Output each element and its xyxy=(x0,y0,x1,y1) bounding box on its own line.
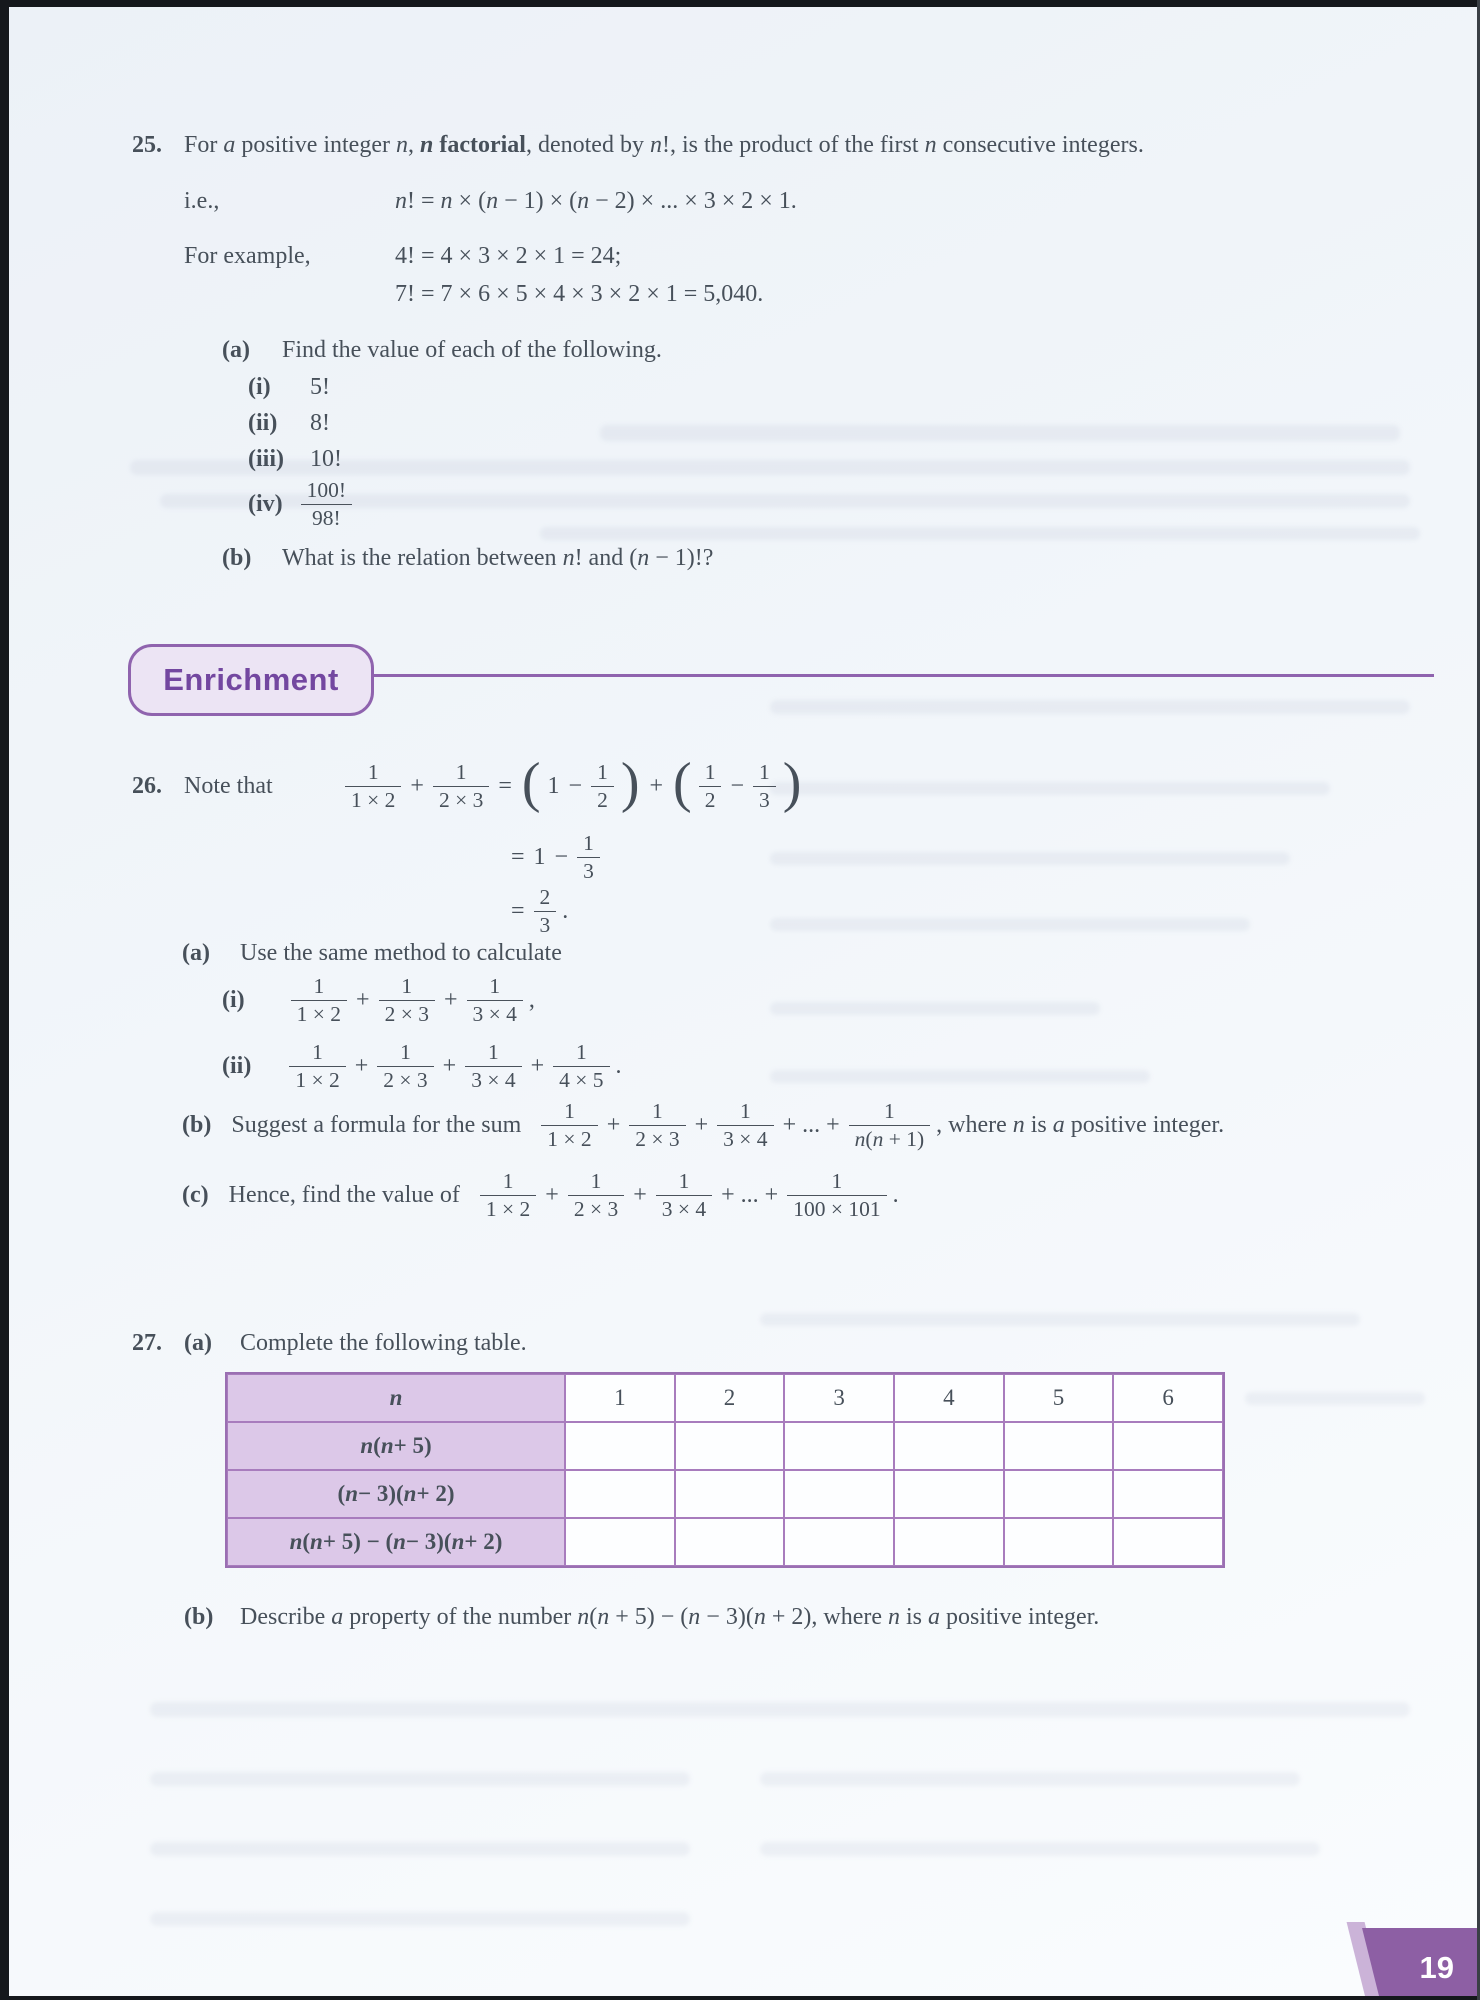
q25-example-2: 7! = 7 × 6 × 5 × 4 × 3 × 2 × 1 = 5,040. xyxy=(395,281,764,307)
bleedthrough-artifact xyxy=(150,1912,690,1926)
fraction-1-3x4: $\frac{1}{3 \times 4}$ xyxy=(465,1039,521,1092)
q26-item-i-label: (i) xyxy=(222,986,245,1013)
fraction-1-3: $\frac{1}{3}$ xyxy=(577,830,600,883)
bleedthrough-artifact xyxy=(770,1002,1100,1015)
q25-ie-label: i.e., xyxy=(184,188,220,214)
table-col-header: 2 xyxy=(675,1374,785,1422)
enrichment-rule xyxy=(366,674,1434,677)
page-number: 19 xyxy=(1419,1950,1454,1985)
q26-part-b-label: (b) xyxy=(182,1111,212,1138)
fraction-1-4x5: $\frac{1}{4 \times 5}$ xyxy=(553,1039,609,1092)
q25-part-a-label: (a) xyxy=(222,337,250,363)
ellipsis-terms: + ... + xyxy=(782,1111,840,1138)
scan-edge-top xyxy=(0,0,1480,7)
ellipsis-terms: + ... + xyxy=(721,1181,779,1208)
q25-item-i-value: 5! xyxy=(310,374,330,400)
q25-item-iii-value: 10! xyxy=(310,446,342,472)
minus-sign: − xyxy=(568,772,583,799)
fraction-1-2x3: $\frac{1}{2 \times 3}$ xyxy=(379,973,435,1026)
period: . xyxy=(615,1052,622,1079)
fraction-1-2x3: $\frac{1}{2 \times 3}$ xyxy=(568,1168,624,1221)
table-cell-empty xyxy=(1113,1422,1223,1470)
table-col-header: 4 xyxy=(894,1374,1004,1422)
equals-sign: = xyxy=(498,772,512,799)
enrichment-label: Enrichment xyxy=(163,662,339,697)
q26-part-a-label: (a) xyxy=(182,940,210,966)
plus-sign: + xyxy=(649,772,664,799)
bleedthrough-artifact xyxy=(1245,1392,1425,1405)
table-cell-empty xyxy=(1004,1422,1114,1470)
bleedthrough-artifact xyxy=(760,1842,1320,1856)
table-cell-empty xyxy=(784,1518,894,1566)
comma: , xyxy=(528,986,535,1013)
q26-part-c-pre: Hence, find the value of xyxy=(228,1181,460,1208)
table-row-label: ( n − 3)( n + 2) xyxy=(227,1470,565,1518)
table-cell-empty xyxy=(894,1518,1004,1566)
table-col-header: 1 xyxy=(565,1374,675,1422)
q26-item-ii-label: (ii) xyxy=(222,1052,252,1079)
fraction-1-100x101: $\frac{1}{100 \times 101}$ xyxy=(787,1168,886,1221)
q25-intro-pre: For a positive integer n, xyxy=(184,132,420,158)
table-cell-empty xyxy=(784,1470,894,1518)
plus-sign: + xyxy=(694,1111,709,1138)
fraction-1-2x3: $\frac{1}{2 \times 3}$ xyxy=(433,759,489,812)
fraction-2-3: $\frac{2}{3}$ xyxy=(534,884,557,937)
q26-note-label: Note that xyxy=(184,772,273,799)
q26-part-b-pre: Suggest a formula for the sum xyxy=(231,1111,522,1138)
fraction-1-1x2: $\frac{1}{1 \times 2}$ xyxy=(541,1098,597,1151)
q27-number: 27. xyxy=(132,1330,162,1356)
q27-part-b-text: Describe a property of the number n(n + 5) − (n − 3)(n + 2), where n is a positive integer. xyxy=(240,1604,1100,1630)
q26-part-c-label: (c) xyxy=(182,1181,209,1208)
table-corner-cell: n xyxy=(227,1374,565,1422)
minus-sign: − xyxy=(554,843,569,870)
fraction-100-98: $\frac{100!}{98!}$ xyxy=(301,477,352,530)
q25-part-b-label: (b) xyxy=(222,545,252,571)
table-cell-empty xyxy=(1004,1518,1114,1566)
table-cell-empty xyxy=(675,1422,785,1470)
plus-sign: + xyxy=(356,986,370,1013)
q26-part-b-post: , where n is a positive integer. xyxy=(936,1111,1225,1138)
q25-item-ii-value: 8! xyxy=(310,410,330,436)
bleedthrough-artifact xyxy=(770,852,1290,865)
fraction-1-1x2: $\frac{1}{1 \times 2}$ xyxy=(289,1039,345,1092)
fraction-1-1x2: $\frac{1}{1 \times 2}$ xyxy=(345,759,401,812)
scan-edge-left xyxy=(0,0,9,2000)
equals-sign: = xyxy=(511,843,525,870)
q27-part-b-label: (b) xyxy=(184,1604,214,1630)
fraction-1-2x3: $\frac{1}{2 \times 3}$ xyxy=(377,1039,433,1092)
q26-part-c xyxy=(182,1157,899,1233)
q25-number: 25. xyxy=(132,132,162,158)
q25-example-1: 4! = 4 × 3 × 2 × 1 = 24; xyxy=(395,243,622,269)
plus-sign: + xyxy=(545,1181,559,1208)
q25-item-iii-label: (iii) xyxy=(248,446,284,472)
one: 1 xyxy=(547,772,560,799)
table-cell-empty xyxy=(784,1422,894,1470)
q26-part-b xyxy=(182,1087,1224,1163)
q25-part-b-text: What is the relation between n! and (n − 1)!? xyxy=(282,545,714,571)
table-col-header: 3 xyxy=(784,1374,894,1422)
q25-intro-bold: n factorial xyxy=(419,132,526,158)
fraction-1-2: $\frac{1}{2}$ xyxy=(591,759,614,812)
fraction-1-3: $\frac{1}{3}$ xyxy=(753,759,776,812)
table-cell-empty xyxy=(565,1518,675,1566)
plus-sign: + xyxy=(354,1052,369,1079)
fraction-1-1x2: $\frac{1}{1 \times 2}$ xyxy=(480,1168,536,1221)
q25-part-a-text: Find the value of each of the following. xyxy=(282,337,662,363)
plus-sign: + xyxy=(530,1052,545,1079)
q25-item-i-label: (i) xyxy=(248,374,271,400)
plus-sign: + xyxy=(442,1052,457,1079)
q26-note-equation-line3 xyxy=(508,878,568,944)
bleedthrough-artifact xyxy=(760,1313,1360,1326)
q26-part-c-post: . xyxy=(892,1181,899,1208)
enrichment-banner xyxy=(128,644,374,716)
fraction-1-2: $\frac{1}{2}$ xyxy=(699,759,722,812)
table-cell-empty xyxy=(675,1518,785,1566)
q25-item-iv xyxy=(248,470,352,538)
q25-formula: n! = n × (n − 1) × (n − 2) × ... × 3 × 2 × 1. xyxy=(395,188,797,214)
bleedthrough-artifact xyxy=(150,1702,1410,1717)
plus-sign: + xyxy=(606,1111,621,1138)
bleedthrough-artifact xyxy=(770,1070,1150,1083)
q26-part-a-text: Use the same method to calculate xyxy=(240,940,562,966)
q25-intro-post: , denoted by n!, is the product of the first n consecutive integers. xyxy=(525,132,1144,158)
bleedthrough-artifact xyxy=(150,1842,690,1856)
plus-sign: + xyxy=(443,986,458,1013)
bleedthrough-artifact xyxy=(600,425,1400,441)
fraction-1-1x2: $\frac{1}{1 \times 2}$ xyxy=(291,973,347,1026)
q25-item-iv-label: (iv) xyxy=(248,490,283,517)
table-cell-empty xyxy=(1004,1470,1114,1518)
q27-table xyxy=(225,1372,1225,1568)
one: 1 xyxy=(533,843,546,870)
scan-edge-bottom xyxy=(0,1996,1480,2000)
bleedthrough-artifact xyxy=(770,700,1410,714)
bleedthrough-artifact xyxy=(150,1772,690,1786)
fraction-1-2x3: $\frac{1}{2 \times 3}$ xyxy=(629,1098,685,1151)
bleedthrough-artifact xyxy=(540,527,1420,540)
table-cell-empty xyxy=(894,1422,1004,1470)
table-cell-empty xyxy=(675,1470,785,1518)
q27-part-a-label: (a) xyxy=(184,1330,212,1356)
table-row-label: n ( n + 5) − ( n − 3)( n + 2) xyxy=(227,1518,565,1566)
table-col-header: 5 xyxy=(1004,1374,1114,1422)
bleedthrough-artifact xyxy=(760,1772,1300,1786)
table-cell-empty xyxy=(565,1422,675,1470)
minus-sign: − xyxy=(730,772,744,799)
q26-item-i xyxy=(222,966,535,1034)
q27-part-a-text: Complete the following table. xyxy=(240,1330,527,1356)
bleedthrough-artifact xyxy=(770,918,1250,931)
table-col-header: 6 xyxy=(1113,1374,1223,1422)
period: . xyxy=(562,897,569,924)
table-cell-empty xyxy=(565,1470,675,1518)
equals-sign: = xyxy=(511,897,525,924)
fraction-1-3x4: $\frac{1}{3 \times 4}$ xyxy=(656,1168,712,1221)
table-cell-empty xyxy=(894,1470,1004,1518)
fraction-1-3x4: $\frac{1}{3 \times 4}$ xyxy=(717,1098,773,1151)
q25-intro xyxy=(184,130,1144,160)
table-cell-empty xyxy=(1113,1470,1223,1518)
q25-example-label: For example, xyxy=(184,243,311,269)
fraction-1-nn1: $\frac{1}{n(n + 1)}$ xyxy=(849,1098,930,1151)
plus-sign: + xyxy=(410,772,424,799)
fraction-1-3x4: $\frac{1}{3 \times 4}$ xyxy=(467,973,523,1026)
q26-number: 26. xyxy=(132,772,162,799)
q25-item-ii-label: (ii) xyxy=(248,410,278,436)
plus-sign: + xyxy=(633,1181,647,1208)
table-row-label: n ( n + 5) xyxy=(227,1422,565,1470)
bleedthrough-artifact xyxy=(770,782,1330,795)
q26-note-equation-line1: $\frac{1}{1 \times 2}$ + $\frac{1}{2 \times 3}$ = ( 1 − $\frac{1}{2}$ ) + ( $\frac{1}{2}$ − $\frac{1}{3}$ ) xyxy=(345,740,802,832)
table-cell-empty xyxy=(1113,1518,1223,1566)
